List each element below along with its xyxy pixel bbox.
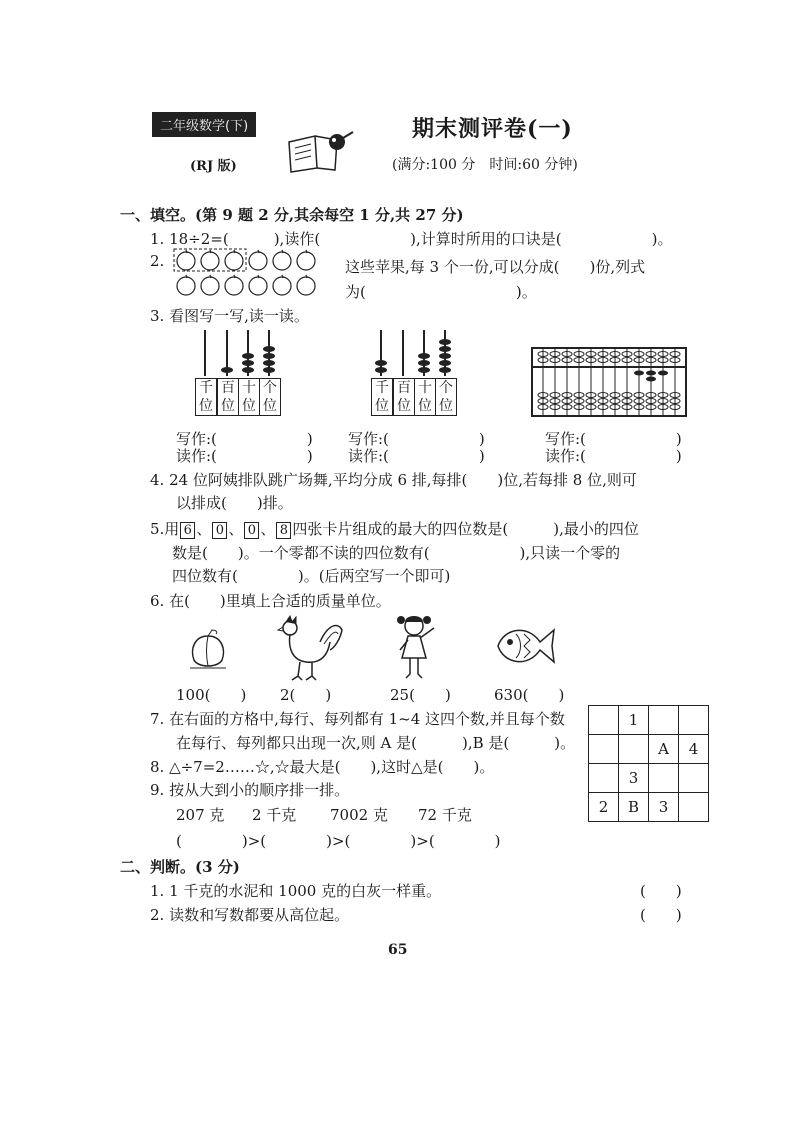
book-reading-icon [285,128,355,176]
question-5-line3: 四位数有( )。(后两空写一个即可) [172,567,451,585]
grid-cell: B [619,793,649,822]
question-2-number: 2. [150,252,165,270]
girl-icon [392,612,442,684]
write-line-3: 写作:( ) [545,430,682,448]
ordering-blanks: ( )>( )>( )>( ) [176,832,501,850]
read-line-1: 读作:( ) [176,447,313,465]
card-0a: 0 [212,522,227,539]
grid-cell [589,706,619,735]
grade-badge: 二年级数学(下) [152,112,256,137]
write-line-2: 写作:( ) [348,430,485,448]
judge-mark-2: ( ) [640,906,682,924]
mass-blank-1: 100( ) [176,686,247,704]
place-label-hundreds-2: 百位 [393,378,415,416]
question-4-line2: 以排成( )排。 [176,494,293,512]
apples-illustration [172,247,322,299]
place-label-thousands-1: 千位 [195,378,217,416]
write-line-1: 写作:( ) [176,430,313,448]
grid-cell [589,735,619,764]
question-5-prefix: 5.用 [150,520,180,538]
page-number: 65 [388,942,408,958]
question-2-line1: 这些苹果,每 3 个一份,可以分成( )份,列式 [345,258,646,276]
grid-cell [679,764,709,793]
grid-cell [679,793,709,822]
judge-mark-1: ( ) [640,882,682,900]
counting-rods-1 [190,330,290,380]
card-6: 6 [180,522,195,539]
mass-item-1: 207 克 [176,806,225,824]
mass-blank-4: 630( ) [494,686,565,704]
grid-cell: 3 [649,793,679,822]
score-info: (满分:100 分 时间:60 分钟) [392,157,578,173]
place-label-thousands-2: 千位 [371,378,393,416]
grid-cell: 2 [589,793,619,822]
grid-cell [619,735,649,764]
mass-item-2: 2 千克 [252,806,297,824]
mass-blank-3: 25( ) [390,686,451,704]
question-2-line2: 为( )。 [345,283,537,301]
page-title: 期末测评卷(一) [412,116,573,142]
judge-item-1: 1. 1 千克的水泥和 1000 克的白灰一样重。 [150,882,442,900]
number-grid [588,705,709,822]
rooster-icon [272,614,344,684]
read-line-2: 读作:( ) [348,447,485,465]
fish-icon [494,620,558,672]
peach-icon [186,628,230,670]
grid-cell [649,706,679,735]
question-5-suffix: 四张卡片组成的最大的四位数是( ),最小的四位 [292,520,639,538]
grid-cell: A [649,735,679,764]
grid-cell [649,764,679,793]
mass-blank-2: 2( ) [280,686,332,704]
question-9: 9. 按从大到小的顺序排一排。 [150,781,350,799]
mass-item-4: 72 千克 [418,806,472,824]
question-4-line1: 4. 24 位阿姨排队跳广场舞,平均分成 6 排,每排( )位,若每排 8 位,则可 [150,471,637,489]
grid-cell [679,706,709,735]
section1-heading: 一、填空。(第 9 题 2 分,其余每空 1 分,共 27 分) [120,206,464,224]
place-label-ones-2: 个位 [435,378,457,416]
grid-cell: 1 [619,706,649,735]
card-8: 8 [276,522,291,539]
question-6: 6. 在( )里填上合适的质量单位。 [150,592,391,610]
question-7-line1: 7. 在右面的方格中,每行、每列都有 1~4 这四个数,并且每个数 [150,710,565,728]
question-7-line2: 在每行、每列都只出现一次,则 A 是( ),B 是( )。 [176,734,576,752]
place-label-hundreds-1: 百位 [217,378,239,416]
question-5-line1: 5.用 6 、 0 、 0 、 8 四张卡片组成的最大的四位数是( ),最小的四位 [150,520,639,538]
judge-item-2: 2. 读数和写数都要从高位起。 [150,906,350,924]
question-5-line2: 数是( )。一个零都不读的四位数有( ),只读一个零的 [172,544,621,562]
section2-heading: 二、判断。(3 分) [120,858,240,876]
place-label-tens-1: 十位 [238,378,260,416]
grid-cell [589,764,619,793]
mass-item-3: 7002 克 [330,806,388,824]
read-line-3: 读作:( ) [545,447,682,465]
question-1: 1. 18÷2=( ),读作( ),计算时所用的口诀是( )。 [150,230,673,248]
question-8: 8. △÷7=2……☆,☆最大是( ),这时△是( )。 [150,758,495,776]
place-label-ones-1: 个位 [259,378,281,416]
edition-label: (RJ 版) [190,159,237,174]
grid-cell: 3 [619,764,649,793]
abacus-illustration [531,347,687,417]
grid-cell: 4 [679,735,709,764]
place-label-tens-2: 十位 [414,378,436,416]
question-3: 3. 看图写一写,读一读。 [150,307,309,325]
card-0b: 0 [244,522,259,539]
counting-rods-2 [366,330,466,380]
